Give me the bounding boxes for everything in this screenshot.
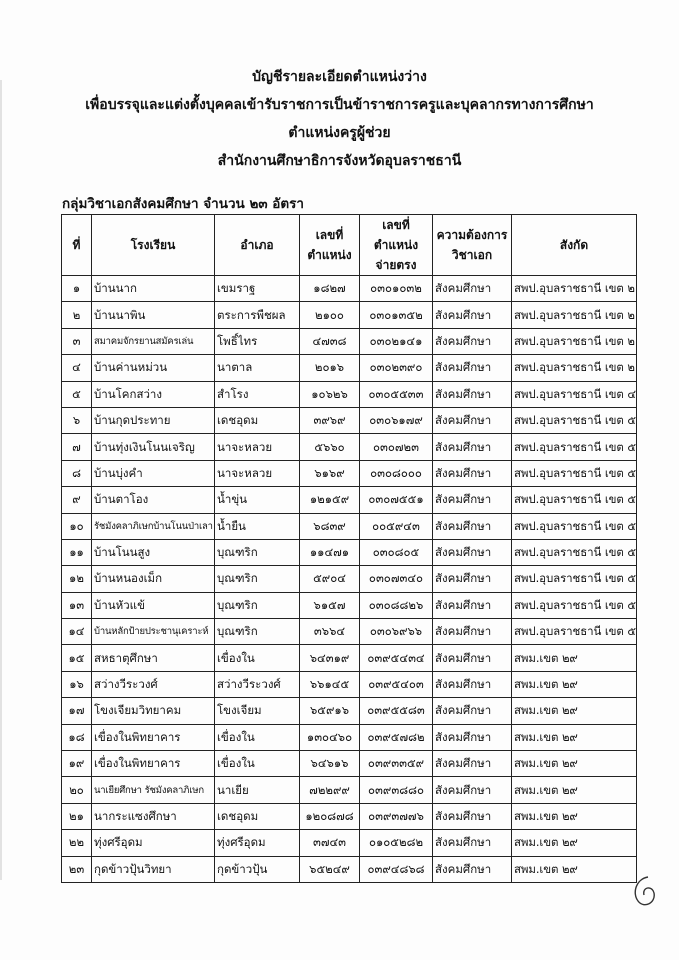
header-position-number: เลขที่ ตำแหน่ง <box>300 215 360 276</box>
cell-school: รัชมังคลาภิเษกบ้านโนนป่าเลา <box>92 513 215 539</box>
cell-major: สังคมศึกษา <box>433 592 512 618</box>
cell-affiliation: สพม.เขต ๒๙ <box>512 856 637 882</box>
table-row <box>62 830 637 856</box>
cell-affiliation: สพม.เขต ๒๙ <box>512 698 637 724</box>
cell-district: กุดข้าวปุ้น <box>215 856 300 882</box>
cell-payment-number: ๐๓๐๗๒๓ <box>360 434 433 460</box>
cell-payment-number: ๐๓๐๗๓๔๐ <box>360 566 433 592</box>
cell-major: สังคมศึกษา <box>433 671 512 697</box>
cell-payment-number: ๐๓๙๓๗๗๖ <box>360 803 433 829</box>
title-line-4: สำนักงานศึกษาธิการจังหวัดอุบลราชธานี <box>217 153 462 169</box>
table-row <box>62 355 637 381</box>
cell-position-number: ๗๒๒๙๙ <box>300 777 360 803</box>
cell-no: ๔ <box>62 355 92 381</box>
header-payment-number: เลขที่ตำแหน่ง จ่ายตรง <box>360 215 433 276</box>
cell-affiliation: สพป.อุบลราชธานี เขต ๕ <box>512 619 637 645</box>
cell-district: นาเยีย <box>215 777 300 803</box>
cell-school: บ้านตาโอง <box>92 487 215 513</box>
cell-district: เดชอุดม <box>215 803 300 829</box>
table-row <box>62 513 637 539</box>
cell-school: โขงเจียมวิทยาคม <box>92 698 215 724</box>
cell-payment-number: ๐๓๙๕๗๘๒ <box>360 724 433 750</box>
cell-payment-number: ๐๐๕๙๔๓ <box>360 513 433 539</box>
cell-major: สังคมศึกษา <box>433 724 512 750</box>
cell-no: ๑๐ <box>62 513 92 539</box>
cell-affiliation: สพม.เขต ๒๙ <box>512 751 637 777</box>
table-row <box>62 276 637 302</box>
cell-no: ๒๑ <box>62 803 92 829</box>
cell-payment-number: ๐๓๙๔๘๖๘ <box>360 856 433 882</box>
table-row <box>62 592 637 618</box>
table-row <box>62 302 637 328</box>
cell-district: นาจะหลวย <box>215 434 300 460</box>
cell-major: สังคมศึกษา <box>433 830 512 856</box>
cell-payment-number: ๐๓๙๕๔๐๓ <box>360 671 433 697</box>
cell-major: สังคมศึกษา <box>433 751 512 777</box>
cell-affiliation: สพป.อุบลราชธานี เขต ๒ <box>512 302 637 328</box>
cell-school: บ้านนาก <box>92 276 215 302</box>
cell-position-number: ๑๐๖๒๖ <box>300 381 360 407</box>
cell-school: บ้านกุดประทาย <box>92 407 215 433</box>
cell-no: ๑๑ <box>62 539 92 565</box>
cell-school: บ้านทุ่งเงินโนนเจริญ <box>92 434 215 460</box>
cell-position-number: ๓๗๔๓ <box>300 830 360 856</box>
cell-school: บ้านนาพิน <box>92 302 215 328</box>
cell-position-number: ๖๑๕๗ <box>300 592 360 618</box>
table-body <box>62 276 637 883</box>
cell-district: สว่างวีระวงศ์ <box>215 671 300 697</box>
cell-district: นาตาล <box>215 355 300 381</box>
cell-school: สว่างวีระวงศ์ <box>92 671 215 697</box>
cell-position-number: ๖๕๙๑๖ <box>300 698 360 724</box>
table-row <box>62 619 637 645</box>
table-row <box>62 698 637 724</box>
table-row <box>62 407 637 433</box>
cell-position-number: ๕๙๐๔ <box>300 566 360 592</box>
cell-position-number: ๑๑๔๗๑ <box>300 539 360 565</box>
cell-position-number: ๑๘๒๗ <box>300 276 360 302</box>
header-district: อำเภอ <box>215 215 300 276</box>
table-row <box>62 381 637 407</box>
cell-district: บุณฑริก <box>215 539 300 565</box>
cell-payment-number: ๐๓๙๕๔๓๔ <box>360 645 433 671</box>
cell-no: ๑๙ <box>62 751 92 777</box>
cell-affiliation: สพป.อุบลราชธานี เขต ๕ <box>512 566 637 592</box>
cell-position-number: ๑๒๑๕๙ <box>300 487 360 513</box>
cell-affiliation: สพป.อุบลราชธานี เขต ๒ <box>512 276 637 302</box>
cell-position-number: ๓๖๖๔ <box>300 619 360 645</box>
handwritten-initial-mark <box>624 869 666 911</box>
cell-affiliation: สพป.อุบลราชธานี เขต ๕ <box>512 487 637 513</box>
cell-major: สังคมศึกษา <box>433 487 512 513</box>
cell-position-number: ๖๔๖๑๖ <box>300 751 360 777</box>
cell-major: สังคมศึกษา <box>433 619 512 645</box>
cell-position-number: ๖๑๖๙ <box>300 460 360 486</box>
cell-payment-number: ๐๓๐๑๓๕๒ <box>360 302 433 328</box>
table-row <box>62 566 637 592</box>
table-row <box>62 777 637 803</box>
cell-no: ๑๒ <box>62 566 92 592</box>
cell-payment-number: ๐๓๐๖๙๖๖ <box>360 619 433 645</box>
cell-affiliation: สพป.อุบลราชธานี เขต ๒ <box>512 328 637 354</box>
cell-school: นากระแซงศึกษา <box>92 803 215 829</box>
cell-school: สมาคมจักรยานสมัครเล่น <box>92 328 215 354</box>
cell-position-number: ๖๔๓๑๙ <box>300 645 360 671</box>
cell-affiliation: สพม.เขต ๒๙ <box>512 803 637 829</box>
cell-payment-number: ๐๓๐๘๘๒๖ <box>360 592 433 618</box>
subject-group-label: กลุ่มวิชาเอกสังคมศึกษา จำนวน ๒๓ อัตรา <box>62 196 305 212</box>
cell-district: บุณฑริก <box>215 592 300 618</box>
table-row <box>62 645 637 671</box>
cell-major: สังคมศึกษา <box>433 698 512 724</box>
cell-position-number: ๖๘๓๙ <box>300 513 360 539</box>
cell-payment-number: ๐๓๐๒๓๙๐ <box>360 355 433 381</box>
cell-no: ๒๐ <box>62 777 92 803</box>
cell-district: เขื่องใน <box>215 724 300 750</box>
cell-payment-number: ๐๓๐๑๐๓๒ <box>360 276 433 302</box>
header-major: ความต้องการ วิชาเอก <box>433 215 512 276</box>
cell-payment-number: ๐๓๐๘๐๐๐ <box>360 460 433 486</box>
table-row <box>62 803 637 829</box>
cell-affiliation: สพป.อุบลราชธานี เขต ๕ <box>512 460 637 486</box>
table-row <box>62 751 637 777</box>
cell-major: สังคมศึกษา <box>433 803 512 829</box>
table-header-row <box>62 215 637 276</box>
cell-payment-number: ๐๓๙๕๕๘๓ <box>360 698 433 724</box>
cell-major: สังคมศึกษา <box>433 460 512 486</box>
cell-major: สังคมศึกษา <box>433 513 512 539</box>
cell-position-number: ๑๓๐๔๖๐ <box>300 724 360 750</box>
cell-major: สังคมศึกษา <box>433 381 512 407</box>
cell-school: สหธาตุศึกษา <box>92 645 215 671</box>
cell-school: บ้านโนนสูง <box>92 539 215 565</box>
cell-position-number: ๑๒๐๘๗๘ <box>300 803 360 829</box>
cell-school: บ้านค่านหม่วน <box>92 355 215 381</box>
cell-affiliation: สพป.อุบลราชธานี เขต ๕ <box>512 513 637 539</box>
table-row <box>62 460 637 486</box>
cell-major: สังคมศึกษา <box>433 645 512 671</box>
cell-affiliation: สพป.อุบลราชธานี เขต ๕ <box>512 434 637 460</box>
cell-major: สังคมศึกษา <box>433 276 512 302</box>
cell-no: ๑๔ <box>62 619 92 645</box>
cell-affiliation: สพม.เขต ๒๙ <box>512 645 637 671</box>
cell-district: โขงเจียม <box>215 698 300 724</box>
cell-no: ๑๖ <box>62 671 92 697</box>
cell-no: ๑๕ <box>62 645 92 671</box>
cell-district: สำโรง <box>215 381 300 407</box>
cell-payment-number: ๐๓๙๓๘๘๐ <box>360 777 433 803</box>
cell-major: สังคมศึกษา <box>433 302 512 328</box>
cell-payment-number: ๐๓๐๗๕๕๑ <box>360 487 433 513</box>
cell-major: สังคมศึกษา <box>433 407 512 433</box>
cell-no: ๑๘ <box>62 724 92 750</box>
cell-school: นาเยียศึกษา รัชมังคลาภิเษก <box>92 777 215 803</box>
cell-payment-number: ๐๓๐๒๑๔๑ <box>360 328 433 354</box>
cell-no: ๓ <box>62 328 92 354</box>
cell-position-number: ๕๖๖๐ <box>300 434 360 460</box>
table-row <box>62 856 637 882</box>
table-row <box>62 487 637 513</box>
cell-payment-number: ๐๓๐๕๕๓๓ <box>360 381 433 407</box>
cell-position-number: ๖๖๑๔๕ <box>300 671 360 697</box>
cell-major: สังคมศึกษา <box>433 777 512 803</box>
cell-school: บ้านหัวแข้ <box>92 592 215 618</box>
cell-major: สังคมศึกษา <box>433 856 512 882</box>
cell-district: เขมราฐ <box>215 276 300 302</box>
cell-affiliation: สพป.อุบลราชธานี เขต ๒ <box>512 355 637 381</box>
cell-payment-number: ๐๓๐๘๐๕ <box>360 539 433 565</box>
cell-no: ๕ <box>62 381 92 407</box>
cell-affiliation: สพป.อุบลราชธานี เขต ๔ <box>512 381 637 407</box>
cell-district: บุณฑริก <box>215 566 300 592</box>
cell-no: ๒๒ <box>62 830 92 856</box>
table-row <box>62 724 637 750</box>
table-row <box>62 434 637 460</box>
cell-position-number: ๒๐๑๖ <box>300 355 360 381</box>
cell-no: ๖ <box>62 407 92 433</box>
vacancy-table <box>61 214 637 883</box>
cell-district: เขื่องใน <box>215 645 300 671</box>
cell-district: บุณฑริก <box>215 619 300 645</box>
title-line-3: ตำแหน่งครูผู้ช่วย <box>288 125 391 141</box>
cell-no: ๙ <box>62 487 92 513</box>
table-row <box>62 539 637 565</box>
cell-major: สังคมศึกษา <box>433 434 512 460</box>
cell-affiliation: สพป.อุบลราชธานี เขต ๕ <box>512 539 637 565</box>
cell-district: น้ำยืน <box>215 513 300 539</box>
cell-major: สังคมศึกษา <box>433 328 512 354</box>
cell-school: บ้านหลักป้ายประชานุเคราะห์ <box>92 619 215 645</box>
cell-district: น้ำขุ่น <box>215 487 300 513</box>
cell-no: ๑๓ <box>62 592 92 618</box>
cell-position-number: ๓๙๖๙ <box>300 407 360 433</box>
cell-district: ทุ่งศรีอุดม <box>215 830 300 856</box>
cell-school: ทุ่งศรีอุดม <box>92 830 215 856</box>
cell-payment-number: ๐๓๙๓๓๕๙ <box>360 751 433 777</box>
cell-major: สังคมศึกษา <box>433 355 512 381</box>
cell-school: บ้านบุ่งคำ <box>92 460 215 486</box>
cell-affiliation: สพป.อุบลราชธานี เขต ๕ <box>512 407 637 433</box>
cell-no: ๗ <box>62 434 92 460</box>
cell-major: สังคมศึกษา <box>433 539 512 565</box>
cell-no: ๑๗ <box>62 698 92 724</box>
page-edge-shadow <box>0 80 2 880</box>
cell-payment-number: ๐๓๐๖๑๗๙ <box>360 407 433 433</box>
cell-district: ตระการพืชผล <box>215 302 300 328</box>
cell-district: เดชอุดม <box>215 407 300 433</box>
cell-no: ๒๓ <box>62 856 92 882</box>
cell-position-number: ๔๗๓๘ <box>300 328 360 354</box>
cell-major: สังคมศึกษา <box>433 566 512 592</box>
cell-affiliation: สพม.เขต ๒๙ <box>512 830 637 856</box>
cell-district: เขื่องใน <box>215 751 300 777</box>
table-row <box>62 328 637 354</box>
document-title-block <box>0 63 679 175</box>
cell-affiliation: สพป.อุบลราชธานี เขต ๕ <box>512 592 637 618</box>
cell-school: เขื่องในพิทยาคาร <box>92 751 215 777</box>
cell-school: บ้านหนองเม็ก <box>92 566 215 592</box>
cell-position-number: ๖๕๒๔๙ <box>300 856 360 882</box>
header-school: โรงเรียน <box>92 215 215 276</box>
title-line-1: บัญชีรายละเอียดตำแหน่งว่าง <box>252 69 427 85</box>
cell-school: กุดข้าวปุ้นวิทยา <box>92 856 215 882</box>
cell-affiliation: สพม.เขต ๒๙ <box>512 724 637 750</box>
header-affiliation: สังกัด <box>512 215 637 276</box>
cell-district: นาจะหลวย <box>215 460 300 486</box>
cell-district: โพธิ์ไทร <box>215 328 300 354</box>
cell-no: ๑ <box>62 276 92 302</box>
cell-no: ๒ <box>62 302 92 328</box>
cell-position-number: ๒๑๐๐ <box>300 302 360 328</box>
cell-school: บ้านโคกสว่าง <box>92 381 215 407</box>
title-line-2: เพื่อบรรจุและแต่งตั้งบุคคลเข้ารับราชการเป็นข้าราชการครูและบุคลากรทางการศึกษา <box>85 97 594 113</box>
header-no: ที่ <box>62 215 92 276</box>
cell-no: ๘ <box>62 460 92 486</box>
table-row <box>62 671 637 697</box>
cell-payment-number: ๐๑๐๕๒๘๒ <box>360 830 433 856</box>
cell-affiliation: สพม.เขต ๒๙ <box>512 671 637 697</box>
cell-school: เขื่องในพิทยาคาร <box>92 724 215 750</box>
cell-affiliation: สพม.เขต ๒๙ <box>512 777 637 803</box>
